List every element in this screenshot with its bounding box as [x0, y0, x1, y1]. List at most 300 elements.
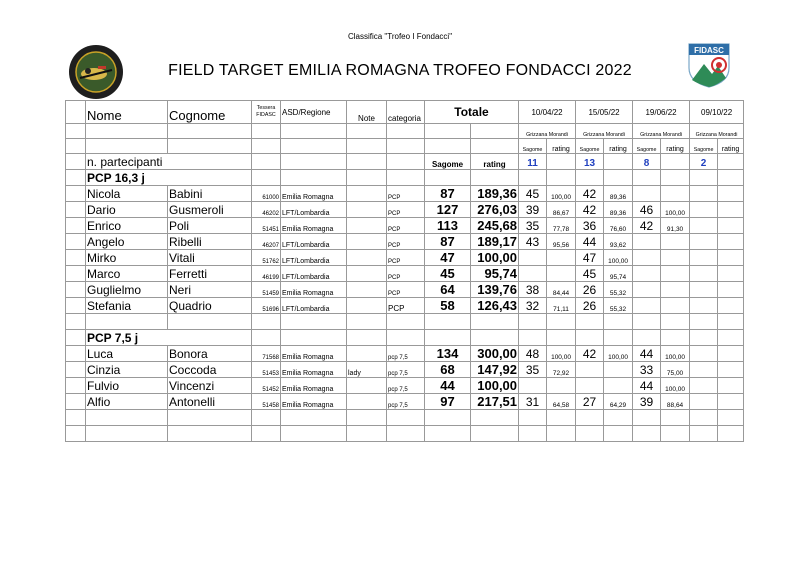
empty-cell: [66, 218, 86, 234]
empty-cell: [425, 330, 471, 346]
empty-cell: [387, 410, 425, 426]
empty-cell: [661, 170, 690, 186]
empty-cell: [425, 426, 471, 442]
cell-asd: LFT/Lombardia: [281, 234, 347, 250]
cell-event-rating: 91,30: [661, 218, 690, 234]
cell-event-sagome: 26: [576, 298, 604, 314]
empty-cell: [66, 282, 86, 298]
cell-event-rating: 89,36: [604, 202, 633, 218]
cell-totale-sagome: 47: [425, 250, 471, 266]
participants-count-4: 2: [690, 154, 718, 170]
table-row: [66, 234, 744, 250]
cell-cognome: Vincenzi: [168, 378, 252, 394]
header-event-date-3: 19/06/22: [633, 101, 690, 124]
empty-cell: [252, 426, 281, 442]
cell-event-sagome: [690, 346, 718, 362]
cell-totale-rating: 217,51: [471, 394, 519, 410]
venue-row: [66, 124, 744, 139]
cell-categoria: pcp 7,5: [387, 394, 425, 410]
cell-event-rating: [661, 234, 690, 250]
empty-cell: [425, 170, 471, 186]
empty-cell: [661, 314, 690, 330]
participants-count-1: 11: [519, 154, 547, 170]
cell-event-sagome: [690, 394, 718, 410]
empty-cell: [66, 250, 86, 266]
cell-totale-sagome: 44: [425, 378, 471, 394]
cell-nome: Guglielmo: [86, 282, 168, 298]
empty-cell: [425, 410, 471, 426]
event-rating-label-2: rating: [604, 139, 633, 154]
cell-event-sagome: 38: [519, 282, 547, 298]
empty-cell: [633, 426, 661, 442]
cell-nome: Mirko: [86, 250, 168, 266]
cell-event-rating: 100,00: [604, 346, 633, 362]
cell-nome: Cinzia: [86, 362, 168, 378]
cell-cognome: Coccoda: [168, 362, 252, 378]
empty-cell: [281, 410, 347, 426]
cell-event-sagome: 26: [576, 282, 604, 298]
cell-event-rating: [547, 378, 576, 394]
empty-cell: [547, 314, 576, 330]
cell-event-sagome: 46: [633, 202, 661, 218]
cell-categoria: PCP: [387, 298, 425, 314]
cell-nome: Fulvio: [86, 378, 168, 394]
cell-event-rating: 55,32: [604, 298, 633, 314]
event-rating-label-1: rating: [547, 139, 576, 154]
empty-cell: [633, 170, 661, 186]
cell-totale-rating: 100,00: [471, 250, 519, 266]
cell-totale-sagome: 45: [425, 266, 471, 282]
empty-cell: [471, 330, 519, 346]
cell-event-rating: 72,92: [547, 362, 576, 378]
header-tessera: Tessera FIDASC: [252, 101, 281, 124]
empty-cell: [252, 314, 281, 330]
cell-event-rating: [604, 378, 633, 394]
table-row: [66, 250, 744, 266]
cell-categoria: PCP: [387, 202, 425, 218]
empty-cell: [604, 410, 633, 426]
empty-cell: [66, 346, 86, 362]
cell-totale-sagome: 87: [425, 186, 471, 202]
section-title: PCP 7,5 j: [86, 330, 252, 346]
cell-categoria: pcp 7,5: [387, 378, 425, 394]
header-nome: Nome: [86, 101, 168, 124]
cell-tessera: 51451: [252, 218, 281, 234]
empty-cell: [66, 314, 86, 330]
fidasc-logo-text: FIDASC: [694, 46, 724, 55]
empty-cell: [66, 378, 86, 394]
cell-totale-sagome: 64: [425, 282, 471, 298]
empty-cell: [66, 202, 86, 218]
cell-note: [347, 266, 387, 282]
cell-event-rating: 100,00: [604, 250, 633, 266]
cell-event-sagome: [519, 378, 547, 394]
section-header-row: [66, 330, 744, 346]
cell-tessera: 51762: [252, 250, 281, 266]
cell-totale-sagome: 113: [425, 218, 471, 234]
cell-event-rating: [718, 266, 744, 282]
cell-event-rating: 95,56: [547, 234, 576, 250]
cell-event-rating: 100,00: [547, 186, 576, 202]
cell-event-sagome: 44: [576, 234, 604, 250]
cell-event-rating: 76,60: [604, 218, 633, 234]
empty-cell: [519, 410, 547, 426]
empty-cell: [387, 170, 425, 186]
header-row: [66, 101, 744, 124]
cell-totale-sagome: 97: [425, 394, 471, 410]
cell-event-sagome: 35: [519, 362, 547, 378]
header-totale: Totale: [425, 101, 519, 124]
empty-cell: [86, 314, 168, 330]
cell-event-sagome: [690, 218, 718, 234]
header-asd: ASD/Regione: [281, 101, 347, 124]
empty-cell: [168, 314, 252, 330]
empty-cell: [718, 410, 744, 426]
cell-totale-sagome: 127: [425, 202, 471, 218]
cell-event-sagome: 42: [576, 202, 604, 218]
empty-cell: [66, 362, 86, 378]
cell-event-sagome: [690, 282, 718, 298]
event-sagome-label-2: Sagome: [576, 139, 604, 154]
cell-event-rating: [718, 234, 744, 250]
cell-event-sagome: 32: [519, 298, 547, 314]
cell-cognome: Gusmeroli: [168, 202, 252, 218]
cell-tessera: 51459: [252, 282, 281, 298]
cell-asd: Emilia Romagna: [281, 282, 347, 298]
empty-cell: [86, 410, 168, 426]
empty-cell: [281, 170, 347, 186]
cell-tessera: 51458: [252, 394, 281, 410]
empty-cell: [633, 330, 661, 346]
empty-cell: [718, 314, 744, 330]
cell-totale-sagome: 68: [425, 362, 471, 378]
empty-cell: [547, 170, 576, 186]
empty-cell: [718, 170, 744, 186]
cell-categoria: pcp 7,5: [387, 346, 425, 362]
cell-tessera: 61000: [252, 186, 281, 202]
cell-tessera: 51452: [252, 378, 281, 394]
cell-event-rating: [661, 250, 690, 266]
empty-cell: [690, 410, 718, 426]
cell-categoria: PCP: [387, 218, 425, 234]
subheader-row: [66, 139, 744, 154]
table-row: [66, 202, 744, 218]
cell-totale-rating: 189,17: [471, 234, 519, 250]
table-row: [66, 298, 744, 314]
empty-cell: [66, 298, 86, 314]
empty-cell: [547, 410, 576, 426]
cell-categoria: pcp 7,5: [387, 362, 425, 378]
cell-event-rating: [718, 362, 744, 378]
cell-event-rating: [718, 346, 744, 362]
empty-cell: [519, 426, 547, 442]
empty-cell: [604, 426, 633, 442]
empty-cell: [387, 314, 425, 330]
cell-totale-rating: 126,43: [471, 298, 519, 314]
document-caption: Classifica "Trofeo I Fondacci": [347, 32, 453, 41]
header-categoria: categoria: [387, 101, 425, 124]
empty-cell: [347, 426, 387, 442]
empty-cell: [387, 426, 425, 442]
cell-asd: LFT/Lombardia: [281, 266, 347, 282]
empty-cell: [547, 426, 576, 442]
event-venue-3: Grizzana Morandi: [633, 124, 690, 139]
event-sagome-label-1: Sagome: [519, 139, 547, 154]
empty-cell: [252, 170, 281, 186]
cell-asd: Emilia Romagna: [281, 378, 347, 394]
empty-cell: [66, 410, 86, 426]
cell-event-rating: [718, 378, 744, 394]
empty-cell: [86, 426, 168, 442]
empty-cell: [661, 426, 690, 442]
cell-event-sagome: [690, 186, 718, 202]
cell-nome: Luca: [86, 346, 168, 362]
cell-nome: Marco: [86, 266, 168, 282]
table-row: [66, 282, 744, 298]
cell-event-sagome: 47: [576, 250, 604, 266]
cell-nome: Enrico: [86, 218, 168, 234]
cell-cognome: Babini: [168, 186, 252, 202]
cell-event-rating: 100,00: [547, 346, 576, 362]
cell-event-rating: [718, 394, 744, 410]
cell-categoria: PCP: [387, 234, 425, 250]
cell-tessera: 71568: [252, 346, 281, 362]
cell-event-sagome: 45: [576, 266, 604, 282]
empty-row: [66, 314, 744, 330]
cell-categoria: PCP: [387, 282, 425, 298]
cell-event-sagome: [690, 202, 718, 218]
cell-asd: LFT/Lombardia: [281, 250, 347, 266]
cell-event-sagome: [633, 234, 661, 250]
table-row: [66, 266, 744, 282]
cell-note: [347, 202, 387, 218]
empty-cell: [690, 330, 718, 346]
empty-cell: [471, 170, 519, 186]
cell-event-sagome: [633, 250, 661, 266]
cell-note: [347, 378, 387, 394]
cell-totale-rating: 300,00: [471, 346, 519, 362]
cell-tessera: 51696: [252, 298, 281, 314]
empty-cell: [281, 426, 347, 442]
cell-event-sagome: 42: [576, 346, 604, 362]
cell-asd: Emilia Romagna: [281, 362, 347, 378]
event-rating-label-4: rating: [718, 139, 744, 154]
empty-cell: [604, 170, 633, 186]
cell-event-sagome: [633, 282, 661, 298]
cell-event-sagome: [519, 266, 547, 282]
cell-totale-rating: 95,74: [471, 266, 519, 282]
header-event-date-1: 10/04/22: [519, 101, 576, 124]
empty-cell: [604, 330, 633, 346]
participants-count-3: 8: [633, 154, 661, 170]
cell-event-rating: 100,00: [661, 202, 690, 218]
cell-event-sagome: [633, 298, 661, 314]
empty-cell: [690, 314, 718, 330]
cell-cognome: Quadrio: [168, 298, 252, 314]
empty-cell: [66, 394, 86, 410]
empty-cell: [576, 410, 604, 426]
cell-event-sagome: 44: [633, 346, 661, 362]
cell-totale-rating: 147,92: [471, 362, 519, 378]
empty-cell: [633, 410, 661, 426]
cell-totale-rating: 245,68: [471, 218, 519, 234]
cell-nome: Nicola: [86, 186, 168, 202]
empty-cell: [347, 410, 387, 426]
cell-event-sagome: 39: [519, 202, 547, 218]
table-row: [66, 362, 744, 378]
cell-event-sagome: 45: [519, 186, 547, 202]
cell-event-sagome: 31: [519, 394, 547, 410]
empty-cell: [576, 426, 604, 442]
header-cognome: Cognome: [168, 101, 252, 124]
cell-event-rating: 75,00: [661, 362, 690, 378]
empty-cell: [168, 426, 252, 442]
cell-asd: Emilia Romagna: [281, 394, 347, 410]
cell-tessera: 46207: [252, 234, 281, 250]
cell-totale-sagome: 87: [425, 234, 471, 250]
table-row: [66, 378, 744, 394]
cell-event-sagome: [576, 378, 604, 394]
cell-event-rating: [547, 266, 576, 282]
cell-note: [347, 394, 387, 410]
empty-cell: [252, 410, 281, 426]
table-row: [66, 218, 744, 234]
empty-cell: [718, 426, 744, 442]
event-sagome-label-4: Sagome: [690, 139, 718, 154]
empty-cell: [633, 314, 661, 330]
cell-cognome: Poli: [168, 218, 252, 234]
cell-nome: Angelo: [86, 234, 168, 250]
cell-event-sagome: 39: [633, 394, 661, 410]
empty-cell: [661, 410, 690, 426]
cell-nome: Stefania: [86, 298, 168, 314]
cell-cognome: Ribelli: [168, 234, 252, 250]
cell-event-rating: 84,44: [547, 282, 576, 298]
cell-cognome: Bonora: [168, 346, 252, 362]
empty-cell: [425, 314, 471, 330]
empty-cell: [347, 314, 387, 330]
cell-event-rating: [718, 250, 744, 266]
cell-event-sagome: 36: [576, 218, 604, 234]
cell-note: lady: [347, 362, 387, 378]
cell-event-sagome: 48: [519, 346, 547, 362]
cell-categoria: PCP: [387, 186, 425, 202]
cell-totale-sagome: 58: [425, 298, 471, 314]
cell-event-rating: [547, 250, 576, 266]
cell-event-rating: [661, 186, 690, 202]
totale-rating-label: rating: [471, 154, 519, 170]
cell-event-sagome: [690, 362, 718, 378]
cell-totale-rating: 100,00: [471, 378, 519, 394]
empty-row: [66, 426, 744, 442]
empty-cell: [576, 170, 604, 186]
cell-event-sagome: 33: [633, 362, 661, 378]
cell-cognome: Antonelli: [168, 394, 252, 410]
empty-cell: [576, 314, 604, 330]
cell-tessera: 46199: [252, 266, 281, 282]
empty-cell: [347, 170, 387, 186]
empty-cell: [604, 314, 633, 330]
cell-asd: LFT/Lombardia: [281, 202, 347, 218]
table-row: [66, 394, 744, 410]
participants-label: n. partecipanti: [86, 154, 252, 170]
empty-cell: [547, 330, 576, 346]
cell-event-rating: 64,58: [547, 394, 576, 410]
empty-cell: [471, 410, 519, 426]
cell-event-sagome: 43: [519, 234, 547, 250]
cell-event-sagome: 42: [633, 218, 661, 234]
cell-event-rating: [718, 186, 744, 202]
cell-event-sagome: [633, 266, 661, 282]
empty-row: [66, 410, 744, 426]
cell-asd: Emilia Romagna: [281, 346, 347, 362]
empty-cell: [471, 426, 519, 442]
table-row: [66, 346, 744, 362]
cell-event-rating: [718, 298, 744, 314]
cell-event-rating: 93,62: [604, 234, 633, 250]
cell-tessera: 51453: [252, 362, 281, 378]
cell-totale-sagome: 134: [425, 346, 471, 362]
cell-event-rating: 86,67: [547, 202, 576, 218]
cell-asd: Emilia Romagna: [281, 218, 347, 234]
cell-event-sagome: 42: [576, 186, 604, 202]
event-rating-label-3: rating: [661, 139, 690, 154]
event-venue-4: Grizzana Morandi: [690, 124, 744, 139]
cell-event-sagome: 44: [633, 378, 661, 394]
empty-cell: [387, 330, 425, 346]
cell-event-sagome: [576, 362, 604, 378]
empty-cell: [66, 186, 86, 202]
cell-totale-rating: 276,03: [471, 202, 519, 218]
totale-sagome-label: Sagome: [425, 154, 471, 170]
cell-note: [347, 186, 387, 202]
cell-event-rating: 88,64: [661, 394, 690, 410]
ranking-table: [65, 100, 744, 442]
cell-event-rating: 95,74: [604, 266, 633, 282]
cell-event-sagome: [690, 266, 718, 282]
empty-cell: [519, 170, 547, 186]
cell-event-sagome: [690, 234, 718, 250]
empty-cell: [576, 330, 604, 346]
empty-cell: [690, 426, 718, 442]
cell-cognome: Neri: [168, 282, 252, 298]
cell-nome: Alfio: [86, 394, 168, 410]
empty-cell: [661, 330, 690, 346]
table-row: [66, 186, 744, 202]
cell-nome: Dario: [86, 202, 168, 218]
page-title: FIELD TARGET EMILIA ROMAGNA TROFEO FONDACCI 2022: [168, 62, 632, 79]
cell-tessera: 46202: [252, 202, 281, 218]
cell-event-rating: 77,78: [547, 218, 576, 234]
cell-event-rating: [661, 298, 690, 314]
empty-cell: [519, 314, 547, 330]
empty-cell: [252, 330, 281, 346]
cell-event-rating: [604, 362, 633, 378]
event-venue-2: Grizzana Morandi: [576, 124, 633, 139]
empty-cell: [66, 234, 86, 250]
empty-cell: [66, 170, 86, 186]
empty-cell: [718, 330, 744, 346]
cell-note: [347, 298, 387, 314]
cell-asd: LFT/Lombardia: [281, 298, 347, 314]
participants-row: [66, 154, 744, 170]
cell-cognome: Ferretti: [168, 266, 252, 282]
cell-event-rating: [661, 282, 690, 298]
cell-categoria: PCP: [387, 250, 425, 266]
cell-event-rating: 100,00: [661, 378, 690, 394]
empty-cell: [168, 410, 252, 426]
empty-cell: [519, 330, 547, 346]
